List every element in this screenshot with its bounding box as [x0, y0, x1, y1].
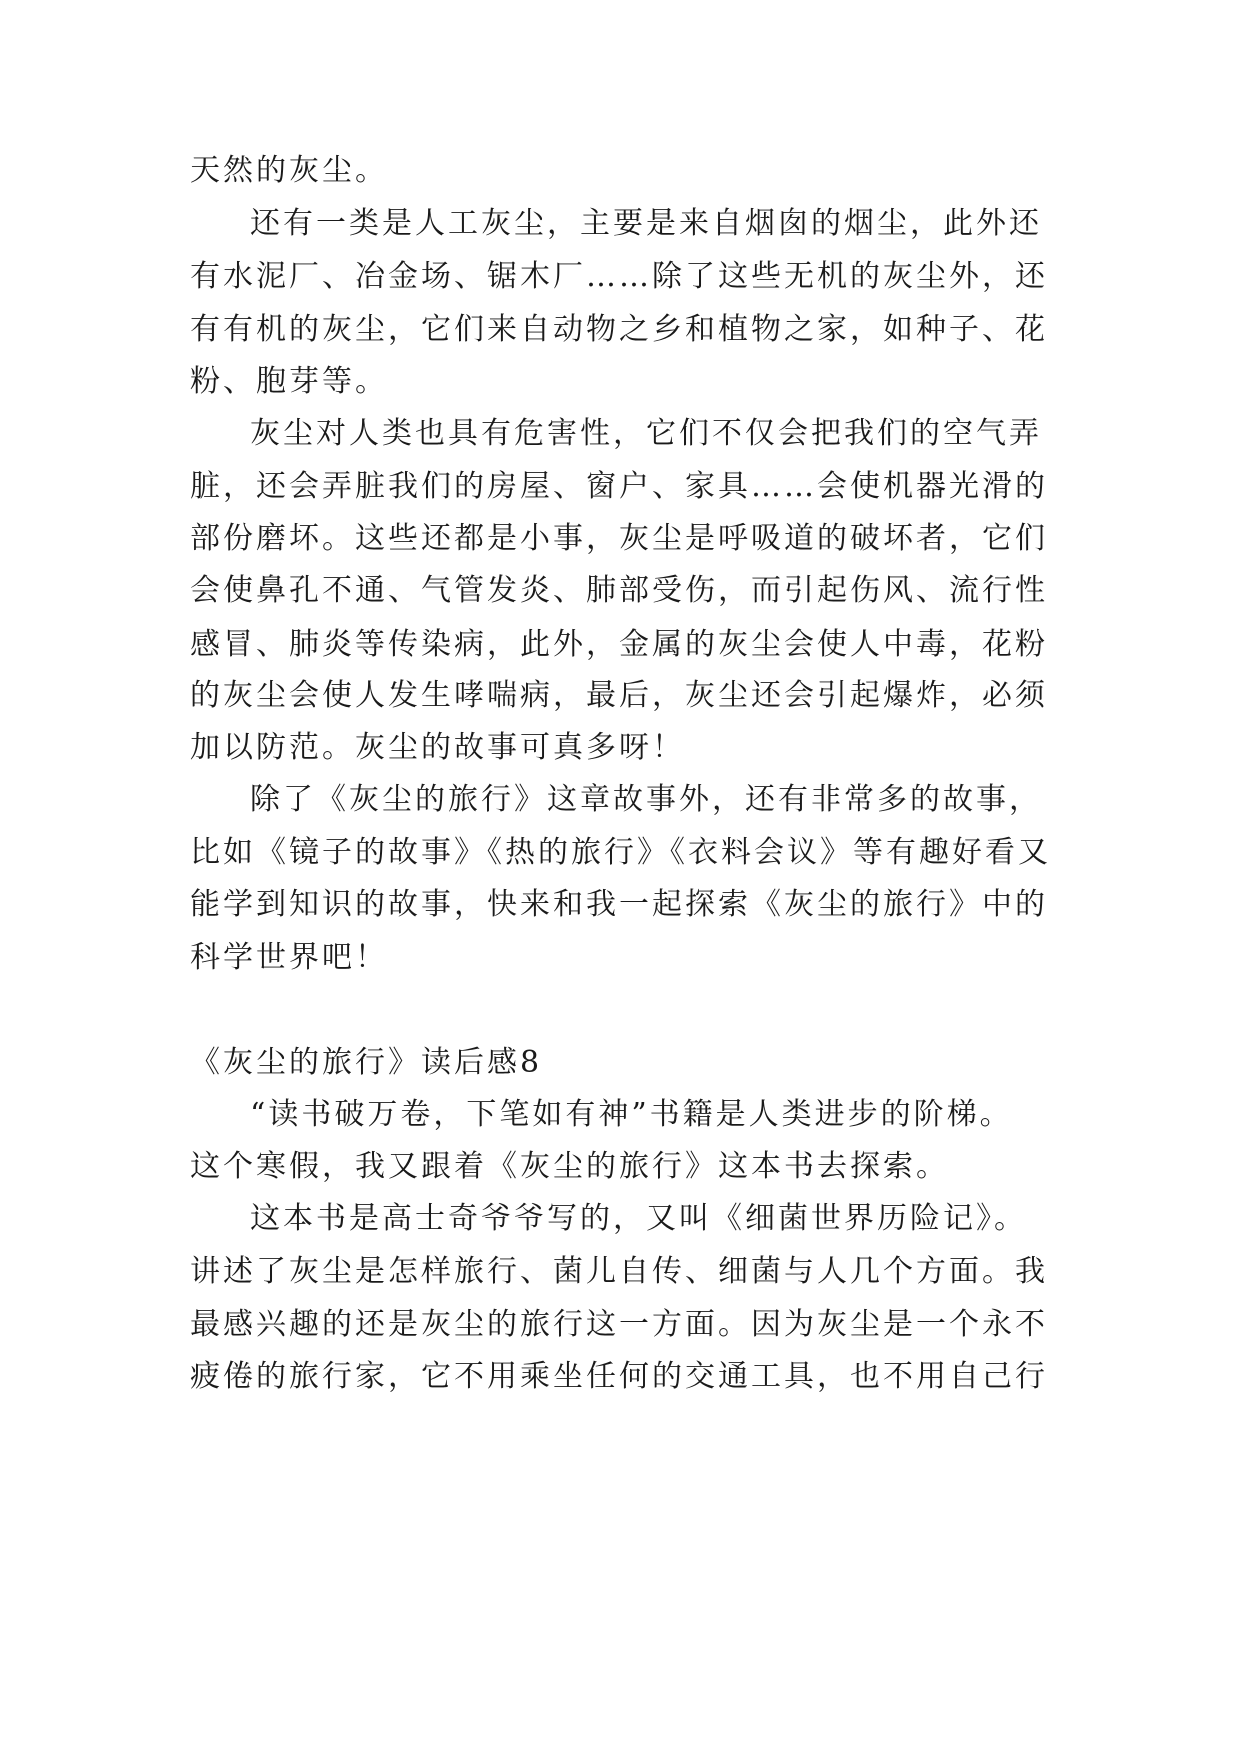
section-title: 《灰尘的旅行》读后感8: [190, 1045, 543, 1080]
text-line: 粉、胞芽等。: [190, 364, 388, 399]
text-line: 这个寒假，我又跟着《灰尘的旅行》这本书去探索。: [190, 1149, 949, 1184]
text-line: 有水泥厂、冶金场、锯木厂……除了这些无机的灰尘外，还: [190, 259, 1048, 294]
text-line: 感冒、肺炎等传染病，此外，金属的灰尘会使人中毒，花粉: [190, 627, 1048, 662]
text-line: 的灰尘会使人发生哮喘病，最后，灰尘还会引起爆炸，必须: [190, 678, 1048, 713]
paragraph-start: 灰尘对人类也具有危害性，它们不仅会把我们的空气弄: [250, 416, 1042, 451]
text-line: 会使鼻孔不通、气管发炎、肺部受伤，而引起伤风、流行性: [190, 573, 1048, 608]
text-line: 疲倦的旅行家，它不用乘坐任何的交通工具，也不用自己行: [190, 1359, 1048, 1394]
text-line: 能学到知识的故事，快来和我一起探索《灰尘的旅行》中的: [190, 887, 1048, 922]
text-line: 讲述了灰尘是怎样旅行、菌儿自传、细菌与人几个方面。我: [190, 1254, 1048, 1289]
text-line: 比如《镜子的故事》《热的旅行》《衣料会议》等有趣好看又: [190, 835, 1051, 870]
paragraph-start: “读书破万卷，下笔如有神”书籍是人类进步的阶梯。: [250, 1097, 1013, 1132]
text-line: 加以防范。灰尘的故事可真多呀！: [190, 730, 685, 765]
text-line: 天然的灰尘。: [190, 153, 388, 188]
text-line: 部份磨坏。这些还都是小事，灰尘是呼吸道的破坏者，它们: [190, 521, 1048, 556]
paragraph-start: 这本书是高士奇爷爷写的，又叫《细菌世界历险记》。: [250, 1201, 1027, 1236]
text-line: 有有机的灰尘，它们来自动物之乡和植物之家，如种子、花: [190, 312, 1048, 347]
text-line: 最感兴趣的还是灰尘的旅行这一方面。因为灰尘是一个永不: [190, 1307, 1048, 1342]
text-line: 脏，还会弄脏我们的房屋、窗户、家具……会使机器光滑的: [190, 469, 1048, 504]
paragraph-start: 除了《灰尘的旅行》这章故事外，还有非常多的故事，: [250, 782, 1042, 817]
text-line: 科学世界吧！: [190, 940, 388, 975]
paragraph-start: 还有一类是人工灰尘，主要是来自烟囱的烟尘，此外还: [250, 206, 1042, 241]
